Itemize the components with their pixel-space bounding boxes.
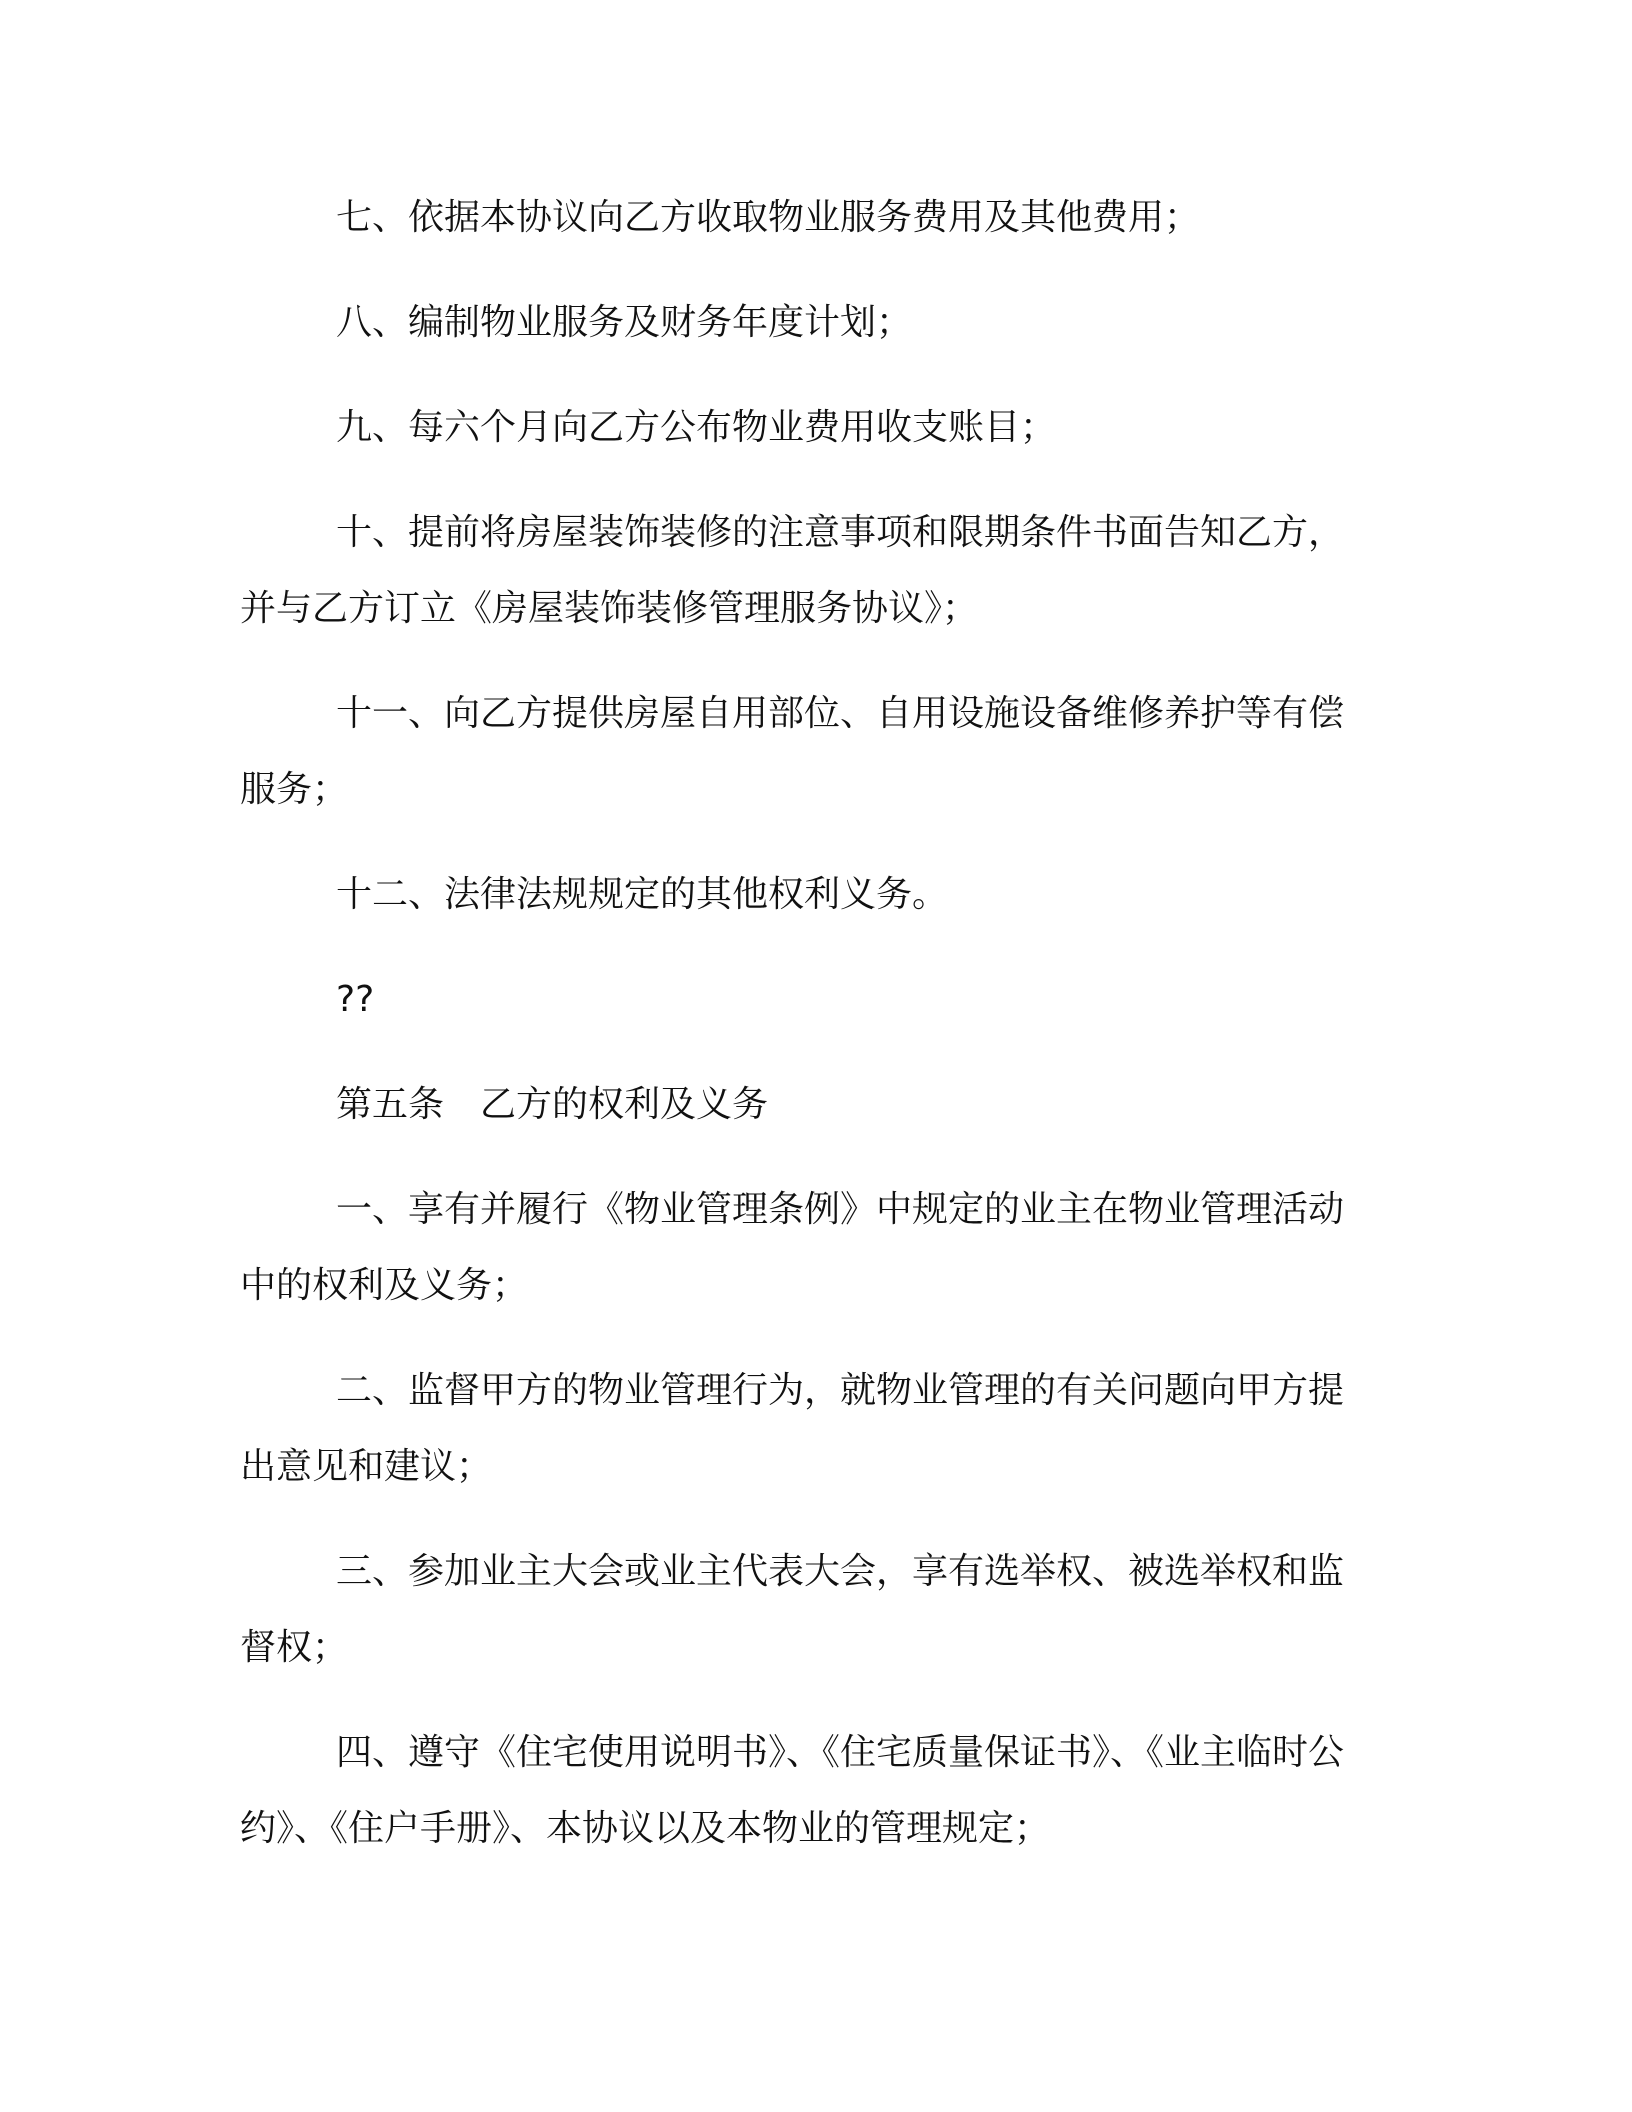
party-b-clause-2: 二、监督甲方的物业管理行为，就物业管理的有关问题向甲方提出意见和建议； bbox=[240, 1370, 1345, 1487]
party-b-clause-4: 四、遵守《住宅使用说明书》、《住宅质量保证书》、《业主临时公约》、《住户手册》、本协议以及本物业的管理规定； bbox=[240, 1732, 1345, 1849]
placeholder-marks: ?? bbox=[336, 979, 375, 1020]
clause-10: 十、提前将房屋装饰装修的注意事项和限期条件书面告知乙方，并与乙方订立《房屋装饰装修管理服务协议》； bbox=[240, 512, 1345, 629]
party-b-clause-3: 三、参加业主大会或业主代表大会，享有选举权、被选举权和监督权； bbox=[240, 1551, 1345, 1668]
clause-9: 九、每六个月向乙方公布物业费用收支账目； bbox=[336, 407, 1057, 448]
clause-11: 十一、向乙方提供房屋自用部位、自用设施设备维修养护等有偿服务； bbox=[240, 693, 1345, 810]
clause-8: 八、编制物业服务及财务年度计划； bbox=[336, 302, 913, 343]
party-b-clause-1: 一、享有并履行《物业管理条例》中规定的业主在物业管理活动中的权利及义务； bbox=[240, 1189, 1345, 1306]
article-5-heading: 第五条 乙方的权利及义务 bbox=[336, 1084, 769, 1125]
document-body bbox=[240, 180, 1375, 1896]
clause-7: 七、依据本协议向乙方收取物业服务费用及其他费用； bbox=[336, 197, 1201, 238]
clause-12: 十二、法律法规规定的其他权利义务。 bbox=[336, 874, 949, 915]
